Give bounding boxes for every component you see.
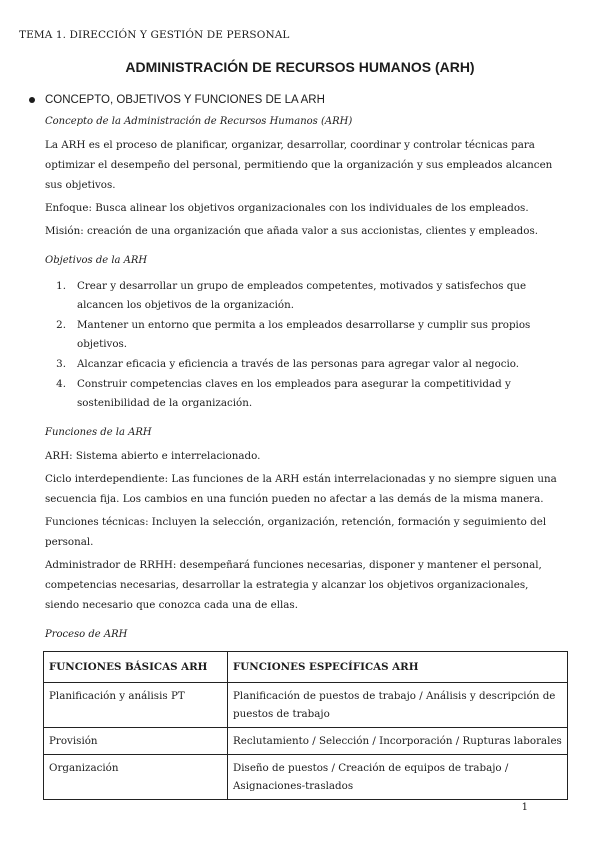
table-cell: Organización	[44, 755, 228, 800]
list-item: 1. Crear y desarrollar un grupo de empleados competentes, motivados y satisfechos que alcancen los objetivos de la organización.	[56, 280, 527, 311]
list-item: 2. Mantener un entorno que permita a los empleados desarrollarse y cumplir sus propios objetivos.	[56, 319, 531, 350]
functions-paragraph-administrador: Administrador de RRHH: desempeñará funciones necesarias, disponer y mantener el personal, competencias necesarias, desarrollar la estrategia y alcanzar los objetivos organizacionales, siendo necesario que conozca cada una de ellas.	[45, 559, 542, 611]
concept-paragraph-mision: Misión: creación de una organización que añada valor a sus accionistas, clientes y empleados.	[45, 225, 539, 237]
table-row	[44, 755, 568, 800]
process-subtitle: Proceso de ARH	[45, 629, 128, 640]
table-cell: Diseño de puestos / Creación de equipos de trabajo / Asignaciones-traslados	[228, 755, 568, 800]
objectives-list	[45, 277, 565, 413]
process-table	[43, 651, 568, 800]
table-cell: Reclutamiento / Selección / Incorporación / Rupturas laborales	[228, 728, 568, 755]
list-item: 4. Construir competencias claves en los empleados para asegurar la competitividad y sostenibilidad de la organización.	[56, 378, 511, 409]
concept-paragraph-definition: La ARH es el proceso de planificar, organizar, desarrollar, coordinar y controlar técnicas para optimizar el desempeño del personal, permitiendo que la organización y sus empleados alcancen sus objetivos.	[45, 139, 553, 191]
table-header-cell: FUNCIONES BÁSICAS ARH	[44, 652, 228, 683]
objectives-subtitle: Objetivos de la ARH	[45, 255, 148, 266]
table-row	[44, 683, 568, 728]
table-header-row	[44, 652, 568, 683]
table-cell: Planificación de puestos de trabajo / Análisis y descripción de puestos de trabajo	[228, 683, 568, 728]
functions-paragraph-sistema: ARH: Sistema abierto e interrelacionado.	[45, 450, 261, 462]
table-cell: Planificación y análisis PT	[44, 683, 228, 728]
bullet-icon	[29, 97, 35, 103]
list-item: 3. Alcanzar eficacia y eficiencia a través de las personas para agregar valor al negocio.	[56, 358, 520, 370]
page-header: TEMA 1. DIRECCIÓN Y GESTIÓN DE PERSONAL	[19, 29, 290, 41]
section-heading	[29, 94, 325, 106]
functions-paragraph-tecnicas: Funciones técnicas: Incluyen la selección, organización, retención, formación y seguimiento del personal.	[45, 516, 547, 548]
section-heading-text: CONCEPTO, OBJETIVOS Y FUNCIONES DE LA ARH	[45, 94, 325, 106]
table-row	[44, 728, 568, 755]
concept-paragraph-enfoque: Enfoque: Busca alinear los objetivos organizacionales con los individuales de los empleados.	[45, 202, 529, 214]
functions-paragraph-ciclo: Ciclo interdependiente: Las funciones de la ARH están interrelacionadas y no siempre siguen una secuencia fija. Los cambios en una función pueden no afectar a las demás de la misma manera.	[45, 473, 557, 505]
table-cell: Provisión	[44, 728, 228, 755]
concept-subtitle: Concepto de la Administración de Recursos Humanos (ARH)	[45, 116, 353, 127]
functions-subtitle: Funciones de la ARH	[45, 427, 152, 438]
document-title: ADMINISTRACIÓN DE RECURSOS HUMANOS (ARH)	[125, 59, 475, 75]
table-header-cell: FUNCIONES ESPECÍFICAS ARH	[228, 652, 568, 683]
page-number: 1	[521, 802, 528, 813]
document-body	[45, 112, 565, 800]
